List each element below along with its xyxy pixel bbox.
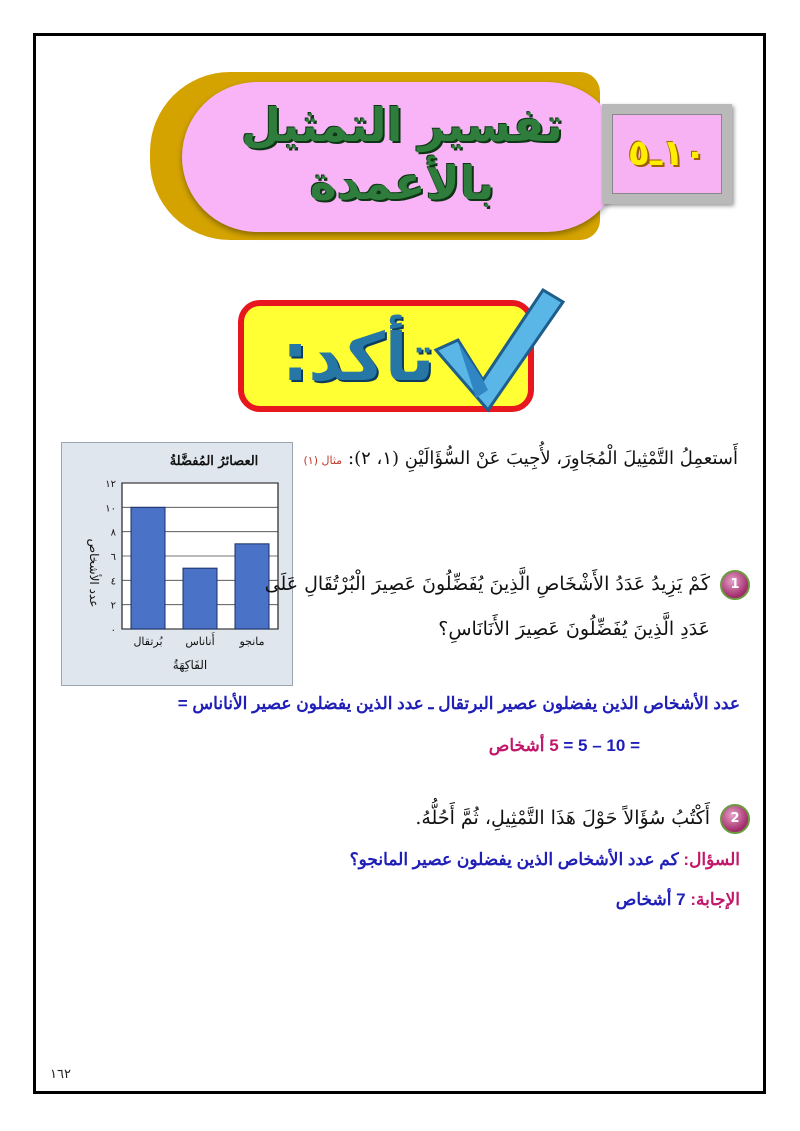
answer-1-result: 5 أشخاص: [488, 736, 559, 755]
answer-2-a-text: 7 أشخاص: [615, 890, 686, 909]
checkmark-icon: [428, 280, 568, 420]
answer-1-equation: = 10 – 5 =: [563, 736, 640, 755]
lesson-number-box: [602, 104, 732, 204]
chart-ytick-label: ٠: [110, 625, 116, 636]
answer-2-question: [350, 850, 740, 870]
confirm-badge-label: تأكد:: [282, 319, 435, 396]
bar-chart-svg: [62, 443, 292, 685]
answer-2-a-label: الإجابة:: [690, 890, 740, 909]
title-line-2: بالأعمدة: [309, 156, 495, 210]
answer-1-line-2: [489, 736, 640, 756]
chart-xlabel: الفَاكِهَةُ: [172, 658, 208, 672]
question-1-line-1: كَمْ يَزِيدُ عَدَدُ الأَشْخَاصِ الَّذِينَ يُفَضِّلُونَ عَصِيرَ الْبُرْتُقَالِ عَلَى: [264, 573, 710, 595]
chart-ytick-label: ٤: [110, 576, 116, 588]
answer-2-q-text: كم عدد الأشخاص الذين يفضلون عصير المانجو؟: [349, 850, 679, 869]
question-1-number: 1: [720, 570, 750, 600]
answer-1-line-1: عدد الأشخاص الذين يفضلون عصير البرتقال ـ عدد الذين يفضلون عصير الأناناس =: [177, 694, 740, 713]
lesson-title: [182, 82, 622, 232]
chart-ylabel: عدد الأشخاص: [87, 538, 101, 608]
chart-xtick-label: بُرتقال: [133, 635, 163, 648]
instruction-text: أَستعمِلُ التَّمْثِيلَ الْمُجَاوِرَ، لأُجِيبَ عَنْ السُّؤَالَيْنِ (١، ٢):: [348, 448, 738, 469]
bar-chart: [61, 442, 293, 686]
chart-ytick-label: ٦: [110, 552, 116, 563]
chart-xtick-label: أَناناس: [185, 635, 215, 648]
question-2-number: 2: [720, 804, 750, 834]
chart-title: العصائرُ المُفضَّلةُ: [169, 454, 259, 469]
chart-ytick-label: ٢: [110, 600, 116, 612]
question-1-line-2: عَدَدِ الَّذِينَ يُفَضِّلُونَ عَصِيرَ الأَنَانَاسِ؟: [438, 618, 710, 640]
title-line-1: تفسير التمثيل: [241, 98, 563, 152]
lesson-number: ١٠ـ٥: [612, 114, 722, 194]
chart-bar: [183, 568, 217, 629]
chart-ytick-label: ١٠: [105, 503, 116, 515]
chart-ytick-label: ١٢: [105, 479, 116, 490]
instruction: [303, 448, 738, 469]
page-number: ١٦٢: [50, 1067, 71, 1082]
answer-2-q-label: السؤال:: [683, 850, 740, 869]
chart-xtick-label: مانجو: [239, 635, 265, 648]
chart-ytick-label: ٨: [110, 527, 116, 539]
chart-bar: [131, 507, 165, 629]
question-2-text: أَكْتُبُ سُؤَالاً حَوْلَ هَذَا التَّمْثِيلِ، ثُمَّ أَحُلُّهُ.: [415, 807, 710, 829]
example-ref: مثال (١): [303, 454, 343, 467]
answer-2-answer: [616, 890, 740, 910]
